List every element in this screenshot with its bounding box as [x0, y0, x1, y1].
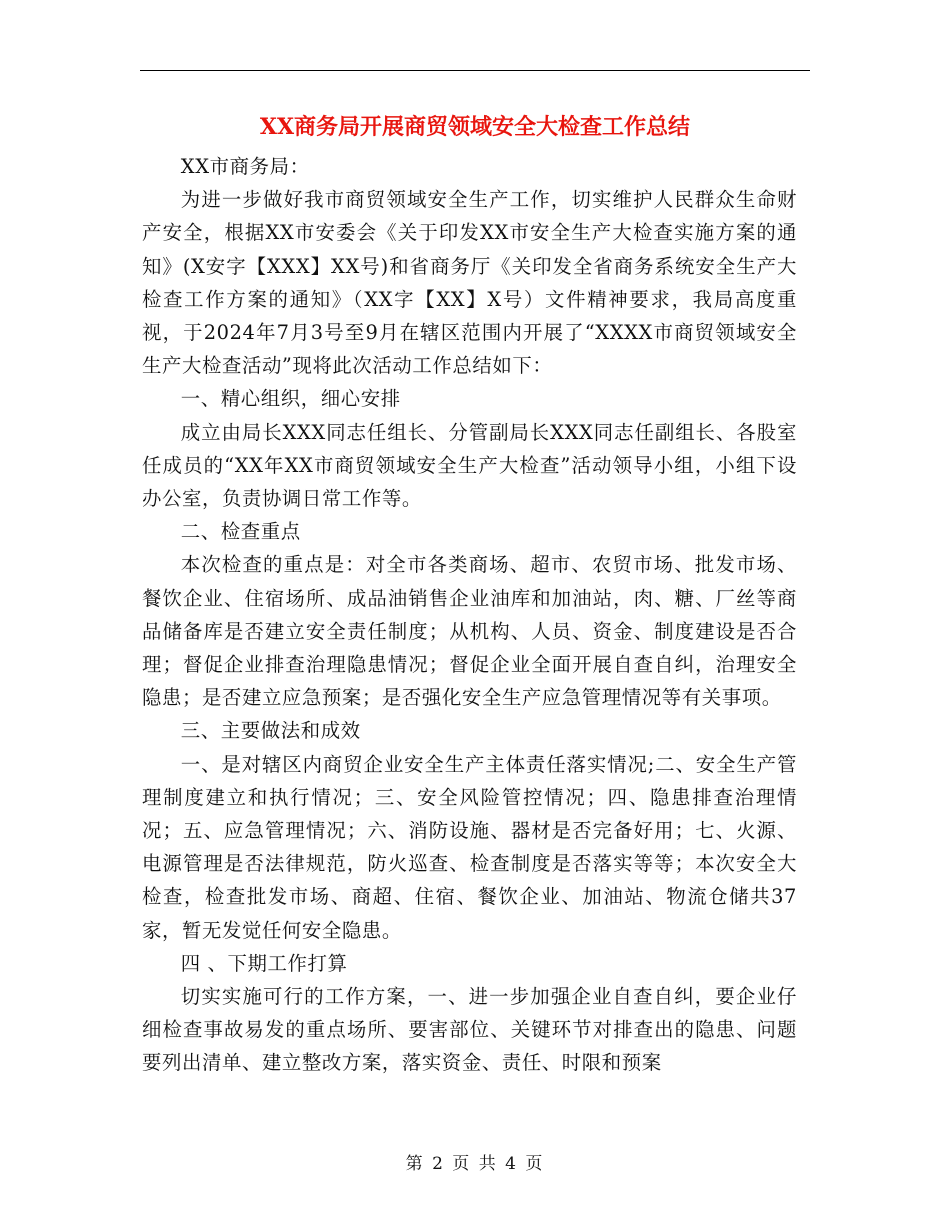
document-body	[142, 150, 797, 1080]
section-2-paragraph: 本次检查的重点是：对全市各类商场、超市、农贸市场、批发市场、餐饮企业、住宿场所、成品油销售企业油库和加油站，肉、糖、厂丝等商品储备库是否建立安全责任制度；从机构、人员、资金、制度建设是否合理；督促企业排查治理隐患情况；督促企业全面开展自查自纠，治理安全隐患；是否建立应急预案；是否强化安全生产应急管理情况等有关事项。	[142, 553, 797, 710]
section-1-paragraph: 成立由局长XXX同志任组长、分管副局长XXX同志任副组长、各股室任成员的“XX年XX市商贸领域安全生产大检查”活动领导小组，小组下设办公室，负责协调日常工作等。	[142, 420, 797, 511]
section-4-paragraph: 切实实施可行的工作方案，一、进一步加强企业自查自纠，要企业仔细检查事故易发的重点场所、要害部位、关键环节对排查出的隐患、问题要列出清单、建立整改方案，落实资金、责任、时限和预案	[142, 985, 797, 1075]
page-number-footer: 第 2 页 共 4 页	[405, 1154, 545, 1174]
section-heading-1: 一、精心组织，细心安排	[180, 387, 401, 411]
salutation: XX市商务局：	[180, 155, 310, 178]
section-heading-4: 四 、下期工作打算	[180, 951, 348, 975]
document-title: XX商务局开展商贸领域安全大检查工作总结	[259, 114, 691, 140]
section-3-paragraph: 一、是对辖区内商贸企业安全生产主体责任落实情况;二、安全生产管理制度建立和执行情况；三、安全风险管控情况；四、隐患排查治理情况；五、应急管理情况；六、消防设施、器材是否完备好用；七、火源、电源管理是否法律规范，防火巡查、检查制度是否落实等等；本次安全大检查，检查批发市场、商超、住宿、餐饮企业、加油站、物流仓储共37家，暂无发觉任何安全隐患。	[142, 752, 797, 942]
section-heading-3: 三、主要做法和成效	[180, 719, 361, 743]
intro-paragraph: 为进一步做好我市商贸领域安全生产工作，切实维护人民群众生命财产安全，根据XX市安委会《关于印发XX市安全生产大检查实施方案的通知》(X安字【XXX】XX号)和省商务厅《关印发全省商务系统安全生产大检查工作方案的通知》（XX字【XX】X号）文件精神要求，我局高度重视，于2024年7月3号至9月在辖区范围内开展了“XXXX市商贸领域安全生产大检查活动”现将此次活动工作总结如下：	[142, 188, 797, 378]
section-heading-2: 二、检查重点	[180, 520, 301, 544]
header-rule	[140, 70, 810, 71]
